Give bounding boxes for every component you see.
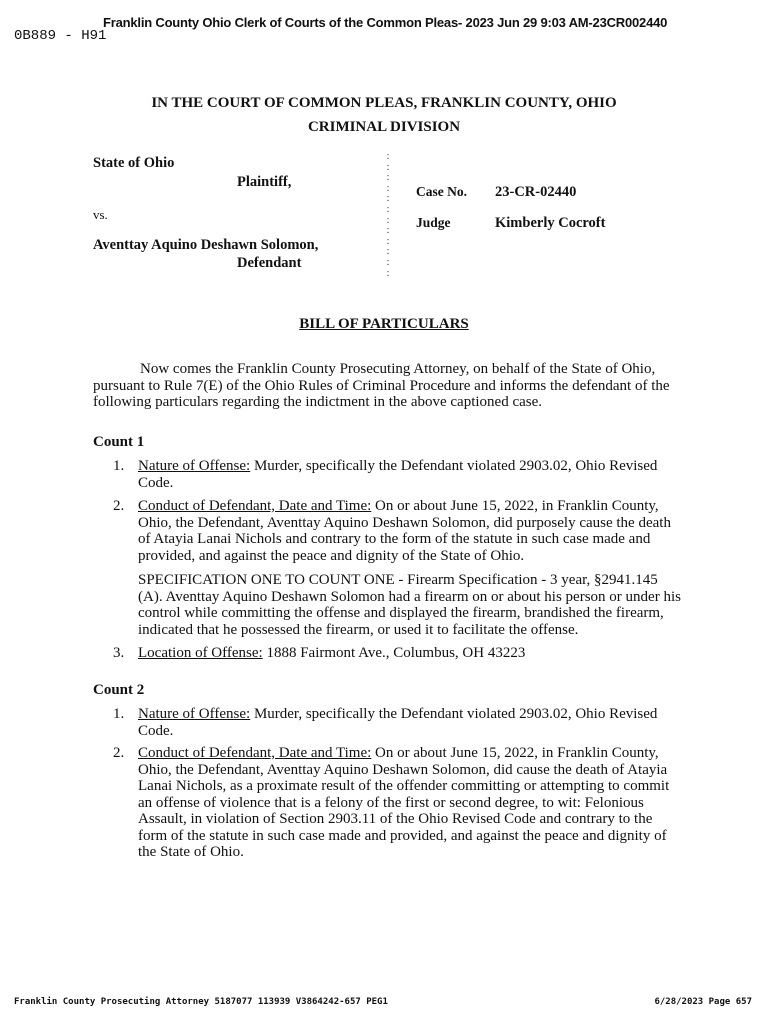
count-2-item-2: [113, 745, 685, 861]
clerk-filing-stamp: Franklin County Ohio Clerk of Courts of the Common Pleas- 2023 Jun 29 9:03 AM-23CR002440: [103, 15, 668, 30]
count-1-item-1: [113, 458, 685, 491]
caption-colon: :: [386, 267, 390, 279]
caption-divider: [383, 152, 393, 279]
plaintiff-role: Plaintiff,: [237, 174, 292, 190]
item-number: 1.: [113, 706, 125, 722]
item-label: Location of Offense:: [138, 645, 263, 661]
item-text: 1888 Fairmont Ave., Columbus, OH 43223: [262, 645, 526, 661]
count-1-item-3: [113, 645, 685, 662]
versus-label: vs.: [93, 207, 108, 222]
caption-colon: :: [386, 225, 390, 237]
footer-prosecutor-code: Franklin County Prosecuting Attorney 5187077 113939 V3864242-657 PEG1: [14, 997, 388, 1007]
caption-colon: :: [386, 161, 390, 173]
caption-colon: :: [386, 214, 390, 226]
case-number: 23-CR-02440: [495, 184, 577, 200]
case-number-label: Case No.: [416, 184, 467, 199]
count-1-heading: Count 1: [93, 434, 145, 450]
item-text: On or about June 15, 2022, in Franklin County, Ohio, the Defendant, Aventtay Aquino Deshawn Solomon, did cause the death of Atayia Lanai Nichols, as a proximate result of the offender committing or attempting to commit an offense of violence that is a felony of the first or second degree, to wit: Felonious Assault, in violation of Section 2903.11 of the Ohio Revised Code and contrary to the form of the statute in such case made and provided, and against the peace and dignity of the State of Ohio.: [138, 745, 670, 860]
item-number: 2.: [113, 745, 125, 761]
defendant-role: Defendant: [237, 255, 302, 271]
document-title: BILL OF PARTICULARS: [299, 316, 469, 332]
caption-colon: :: [386, 203, 390, 215]
caption-colon: :: [386, 235, 390, 247]
item-number: 1.: [113, 458, 125, 474]
item-label: Conduct of Defendant, Date and Time:: [138, 745, 372, 761]
item-text: Murder, specifically the Defendant violated 2903.02, Ohio Revised Code.: [138, 706, 658, 739]
judge-name: Kimberly Cocroft: [495, 215, 606, 231]
specification-text: SPECIFICATION ONE TO COUNT ONE - Firearm Specification - 3 year, §2941.145 (A). Aventtay Aquino Deshawn Solomon had a firearm on or about his person or under his control while committing the offense and displayed the firearm, brandished the firearm, indicated that he possessed the firearm, or used it to facilitate the offense.: [138, 572, 681, 638]
count-1-item-2: [113, 498, 685, 564]
defendant-name: Aventtay Aquino Deshawn Solomon,: [93, 237, 319, 253]
caption-colon: :: [386, 246, 390, 258]
item-label: Conduct of Defendant, Date and Time:: [138, 498, 372, 514]
document-code: 0B889 - H91: [14, 28, 107, 44]
caption-colon: :: [386, 182, 390, 194]
item-label: Nature of Offense:: [138, 706, 251, 722]
item-label: Nature of Offense:: [138, 458, 251, 474]
caption-colon: :: [386, 193, 390, 205]
footer-page-number: 6/28/2023 Page 657: [654, 997, 752, 1007]
item-number: 3.: [113, 645, 125, 661]
caption-colon: :: [386, 172, 390, 184]
plaintiff-name: State of Ohio: [93, 155, 175, 171]
intro-paragraph: Now comes the Franklin County Prosecuting Attorney, on behalf of the State of Ohio, pursuant to Rule 7(E) of the Ohio Rules of Criminal Procedure and informs the defendant of the following particulars regarding the indictment in the above captioned case.: [93, 361, 670, 410]
item-text: Murder, specifically the Defendant violated 2903.02, Ohio Revised Code.: [138, 458, 658, 491]
court-division: CRIMINAL DIVISION: [307, 119, 461, 135]
caption-colon: :: [386, 256, 390, 268]
court-name: IN THE COURT OF COMMON PLEAS, FRANKLIN COUNTY, OHIO: [151, 95, 617, 111]
judge-label: Judge: [416, 215, 451, 230]
count-1-specification: [113, 572, 685, 638]
caption-colon: :: [386, 151, 390, 162]
count-2-heading: Count 2: [93, 682, 145, 698]
count-2-item-1: [113, 706, 685, 739]
item-number: 2.: [113, 498, 125, 514]
item-text: On or about June 15, 2022, in Franklin County, Ohio, the Defendant, Aventtay Aquino Deshawn Solomon, did purposely cause the death of Atayia Lanai Nichols and contrary to the form of the statute in such case made and provided, and against the peace and dignity of the State of Ohio.: [138, 498, 671, 564]
